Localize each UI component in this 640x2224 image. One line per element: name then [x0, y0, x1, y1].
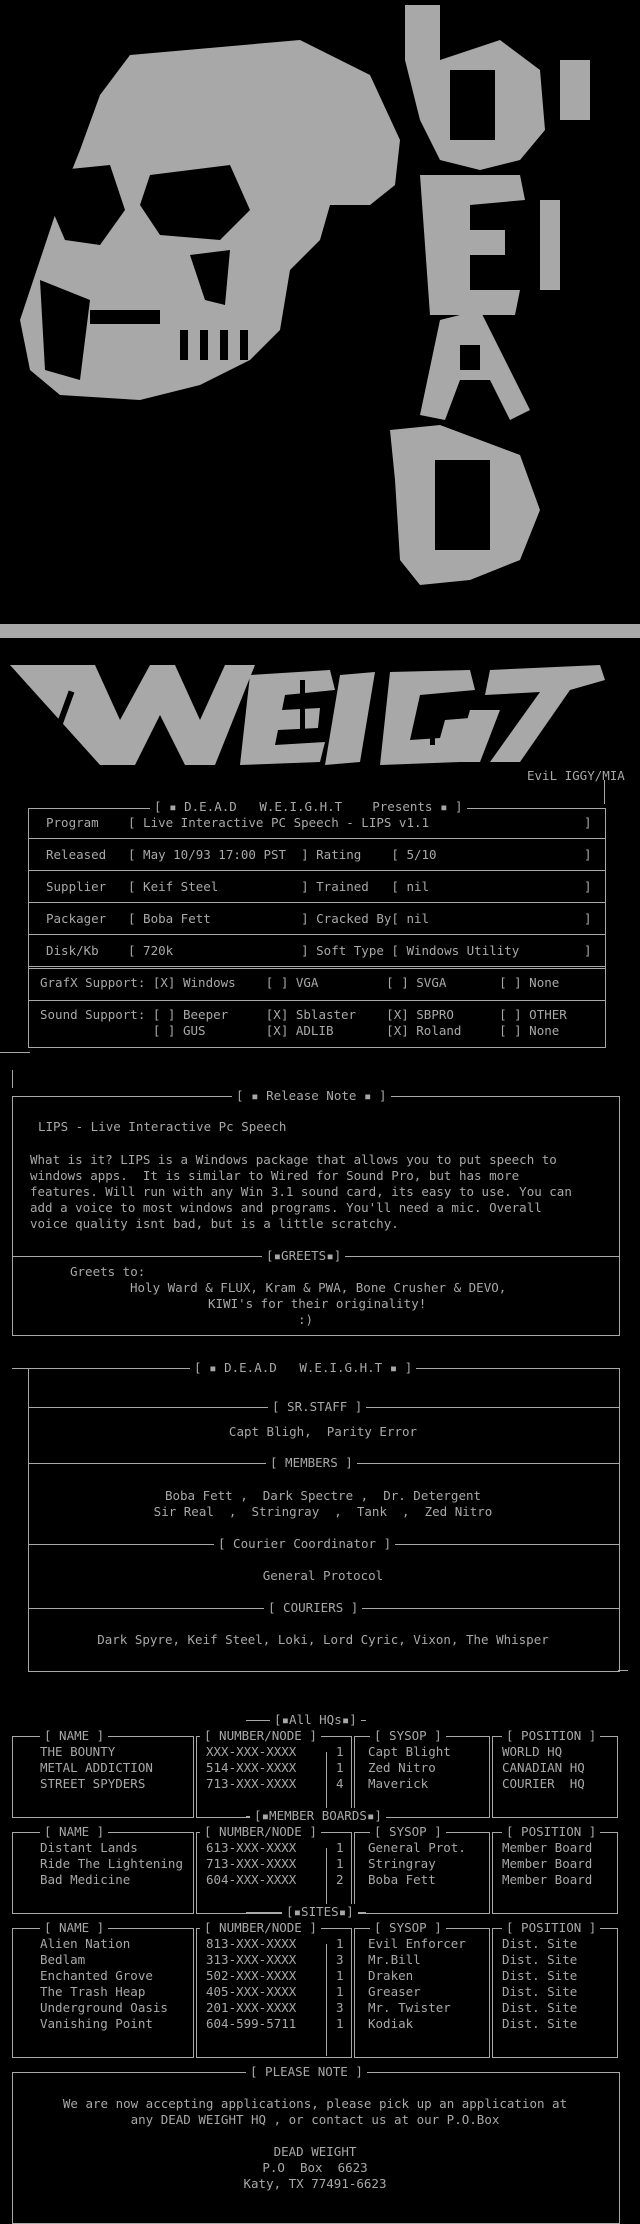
art-credit: EviL IGGY/MIA	[527, 768, 625, 783]
table-cell-name: Bedlam	[40, 1952, 86, 1967]
greets-label: Greets to:	[70, 1264, 146, 1279]
column-header-sysop: [ SYSOP ]	[370, 1920, 446, 1936]
divider	[0, 1052, 30, 1053]
note-line: windows apps. It is similar to Wired for Sound Pro, but has more	[30, 1168, 520, 1183]
staff-title: [ ▪ D.E.A.D W.E.I.G.H.T ▪ ]	[190, 1360, 416, 1376]
table-cell-sysop: Kodiak	[368, 2016, 414, 2031]
courier-coord-title: [ Courier Coordinator ]	[214, 1536, 395, 1552]
release-row-value: [ Boba Fett ] Cracked By[ nil	[128, 911, 430, 926]
address-city: Katy, TX 77491-6623	[243, 2176, 387, 2191]
table-cell-sysop: Maverick	[368, 1776, 429, 1791]
divider	[28, 870, 605, 871]
table-cell-number: 514-XXX-XXXX	[206, 1760, 297, 1775]
please-line-1: We are now accepting applications, please pick up an application at	[62, 2096, 568, 2111]
table-cell-position: Dist. Site	[502, 1952, 578, 1967]
column-header-position: [ POSITION ]	[502, 1920, 600, 1936]
sr-title: [ SR.STAFF ]	[268, 1399, 366, 1415]
table-cell-name: Enchanted Grove	[40, 1968, 153, 1983]
couriers: Dark Spyre, Keif Steel, Loki, Lord Cyric, Vixon, The Whisper	[97, 1632, 549, 1647]
note-line: voice quality isnt bad, but is a little scratchy.	[30, 1216, 399, 1231]
table-cell-node: 1	[336, 2016, 344, 2031]
table-cell-position: Member Board	[502, 1840, 593, 1855]
table-cell-position: Member Board	[502, 1856, 593, 1871]
release-row-label: Disk/Kb	[46, 943, 99, 958]
table-cell-node: 1	[336, 1856, 344, 1871]
divider	[28, 838, 605, 839]
note-title: [ ▪ Release Note ▪ ]	[232, 1088, 391, 1104]
box-tick	[604, 780, 605, 804]
release-row-label: Packager	[46, 911, 107, 926]
table-cell-number: 604-599-5711	[206, 2016, 297, 2031]
table-cell-sysop: Boba Fett	[368, 1872, 436, 1887]
release-row-end: ]	[584, 943, 592, 958]
table-cell-node: 1	[336, 1968, 344, 1983]
table-cell-number: 604-XXX-XXXX	[206, 1872, 297, 1887]
table-cell-node: 1	[336, 1840, 344, 1855]
table-cell-node: 3	[336, 2000, 344, 2015]
table-cell-position: COURIER HQ	[502, 1776, 585, 1791]
table-cell-name: STREET SPYDERS	[40, 1776, 146, 1791]
note-line: features. Will run with any Win 3.1 sound card, its easy to use. You can	[30, 1184, 572, 1199]
table-cell-name: Alien Nation	[40, 1936, 131, 1951]
release-row-label: Program	[46, 815, 99, 830]
table-cell-sysop: Evil Enforcer	[368, 1936, 466, 1951]
address-box: P.O Box 6623	[262, 2160, 368, 2175]
table-cell-position: Dist. Site	[502, 2000, 578, 2015]
header-title: [ ▪ D.E.A.D W.E.I.G.H.T Presents ▪ ]	[150, 799, 467, 815]
table-cell-name: Underground Oasis	[40, 2000, 168, 2015]
table-cell-sysop: Stringray	[368, 1856, 436, 1871]
greets-line: Holy Ward & FLUX, Kram & PWA, Bone Crusher & DEVO,	[130, 1280, 507, 1295]
node-divider	[326, 1848, 327, 1912]
table-cell-position: CANADIAN HQ	[502, 1760, 585, 1775]
column-header-name: [ NAME ]	[40, 1920, 108, 1936]
please-title: [ PLEASE NOTE ]	[246, 2064, 367, 2080]
table-cell-sysop: Zed Nitro	[368, 1760, 436, 1775]
table-cell-position: Dist. Site	[502, 1984, 578, 1999]
table-cell-node: 3	[336, 1952, 344, 1967]
column-header-sysop: [ SYSOP ]	[370, 1728, 446, 1744]
release-row-end: ]	[584, 815, 592, 830]
table-cell-number: 613-XXX-XXXX	[206, 1840, 297, 1855]
members-title: [ MEMBERS ]	[266, 1455, 357, 1471]
sound-support-2: [ ] GUS [X] ADLIB [X] Roland [ ] None	[40, 1023, 560, 1038]
table-cell-position: Dist. Site	[502, 1936, 578, 1951]
release-row-end: ]	[584, 911, 592, 926]
table-cell-number: 813-XXX-XXXX	[206, 1936, 297, 1951]
grafx-support: GrafX Support: [X] Windows [ ] VGA [ ] SVGA [ ] None	[40, 975, 560, 990]
couriers-title: [ COURIERS ]	[264, 1600, 362, 1616]
release-row-end: ]	[584, 847, 592, 862]
table-cell-sysop: General Prot.	[368, 1840, 466, 1855]
column-header-name: [ NAME ]	[40, 1824, 108, 1840]
skull-art	[0, 0, 640, 620]
divider	[12, 1368, 28, 1369]
divider	[28, 968, 605, 969]
column-header-position: [ POSITION ]	[502, 1824, 600, 1840]
box-tick	[12, 1070, 13, 1088]
release-row-value: [ Live Interactive PC Speech - LIPS v1.1	[128, 815, 430, 830]
table-cell-position: WORLD HQ	[502, 1744, 563, 1759]
sr-staff: Capt Bligh, Parity Error	[228, 1424, 418, 1439]
table-cell-sysop: Greaser	[368, 1984, 421, 1999]
release-row-value: [ May 10/93 17:00 PST ] Rating [ 5/10	[128, 847, 437, 862]
node-divider	[326, 1752, 327, 1816]
divider	[28, 902, 605, 903]
table-cell-sysop: Capt Blight	[368, 1744, 451, 1759]
table-cell-name: Vanishing Point	[40, 2016, 153, 2031]
release-row-value: [ 720k ] Soft Type [ Windows Utility	[128, 943, 520, 958]
table-cell-number: 502-XXX-XXXX	[206, 1968, 297, 1983]
table-cell-position: Dist. Site	[502, 2016, 578, 2031]
greets-title: [▪GREETS▪]	[262, 1248, 345, 1264]
table-cell-name: METAL ADDICTION	[40, 1760, 153, 1775]
table-cell-number: 405-XXX-XXXX	[206, 1984, 297, 1999]
divider	[28, 934, 605, 935]
table-cell-name: Bad Medicine	[40, 1872, 131, 1887]
table-cell-node: 1	[336, 1936, 344, 1951]
column-header-number: [ NUMBER/NODE ]	[200, 1824, 321, 1840]
table-cell-node: 2	[336, 1872, 344, 1887]
note-line: What is it? LIPS is a Windows package that allows you to put speech to	[30, 1152, 557, 1167]
release-row-label: Released	[46, 847, 107, 862]
members-line-2: Sir Real , Stringray , Tank , Zed Nitro	[153, 1504, 493, 1519]
table-cell-position: Member Board	[502, 1872, 593, 1887]
table-cell-node: 1	[336, 1744, 344, 1759]
node-divider	[326, 1944, 327, 2056]
please-line-2: any DEAD WEIGHT HQ , or contact us at our P.O.Box	[130, 2112, 500, 2127]
divider	[28, 966, 605, 967]
table-cell-sysop: Mr.Bill	[368, 1952, 421, 1967]
table-cell-number: 713-XXX-XXXX	[206, 1856, 297, 1871]
members-line-1: Boba Fett , Dark Spectre , Dr. Detergent	[164, 1488, 482, 1503]
weight-logo	[0, 650, 640, 780]
address-name: DEAD WEIGHT	[273, 2144, 357, 2159]
hq-title: [▪All HQs▪]	[270, 1712, 361, 1728]
greets-line: KIWI's for their originality!	[208, 1296, 427, 1311]
divider-bar	[0, 624, 640, 638]
column-header-name: [ NAME ]	[40, 1728, 108, 1744]
column-header-number: [ NUMBER/NODE ]	[200, 1920, 321, 1936]
column-header-sysop: [ SYSOP ]	[370, 1824, 446, 1840]
table-cell-sysop: Mr. Twister	[368, 2000, 451, 2015]
table-cell-node: 1	[336, 1760, 344, 1775]
table-cell-number: XXX-XXX-XXXX	[206, 1744, 297, 1759]
release-row-value: [ Keif Steel ] Trained [ nil	[128, 879, 430, 894]
table-cell-name: Distant Lands	[40, 1840, 138, 1855]
courier-coord: General Protocol	[262, 1568, 384, 1583]
divider	[28, 1000, 605, 1001]
sites-title: [▪SITES▪]	[282, 1904, 358, 1920]
table-cell-position: Dist. Site	[502, 1968, 578, 1983]
note-line: add a voice to most windows and programs. You'll need a mic. Overall	[30, 1200, 542, 1215]
release-row-label: Supplier	[46, 879, 107, 894]
table-cell-number: 713-XXX-XXXX	[206, 1776, 297, 1791]
table-cell-name: THE BOUNTY	[40, 1744, 116, 1759]
greets-line: :)	[298, 1312, 314, 1327]
table-cell-number: 313-XXX-XXXX	[206, 1952, 297, 1967]
table-cell-sysop: Draken	[368, 1968, 414, 1983]
member-title: [▪MEMBER BOARDS▪]	[250, 1808, 386, 1824]
column-header-number: [ NUMBER/NODE ]	[200, 1728, 321, 1744]
table-cell-number: 201-XXX-XXXX	[206, 2000, 297, 2015]
note-heading: LIPS - Live Interactive Pc Speech	[38, 1119, 287, 1134]
divider	[618, 1670, 628, 1671]
table-cell-node: 4	[336, 1776, 344, 1791]
table-cell-node: 1	[336, 1984, 344, 1999]
table-cell-name: The Trash Heap	[40, 1984, 146, 1999]
column-header-position: [ POSITION ]	[502, 1728, 600, 1744]
sound-support-1: Sound Support: [ ] Beeper [X] Sblaster [X] SBPRO [ ] OTHER	[40, 1007, 567, 1022]
release-row-end: ]	[584, 879, 592, 894]
table-cell-name: Ride The Lightening	[40, 1856, 183, 1871]
